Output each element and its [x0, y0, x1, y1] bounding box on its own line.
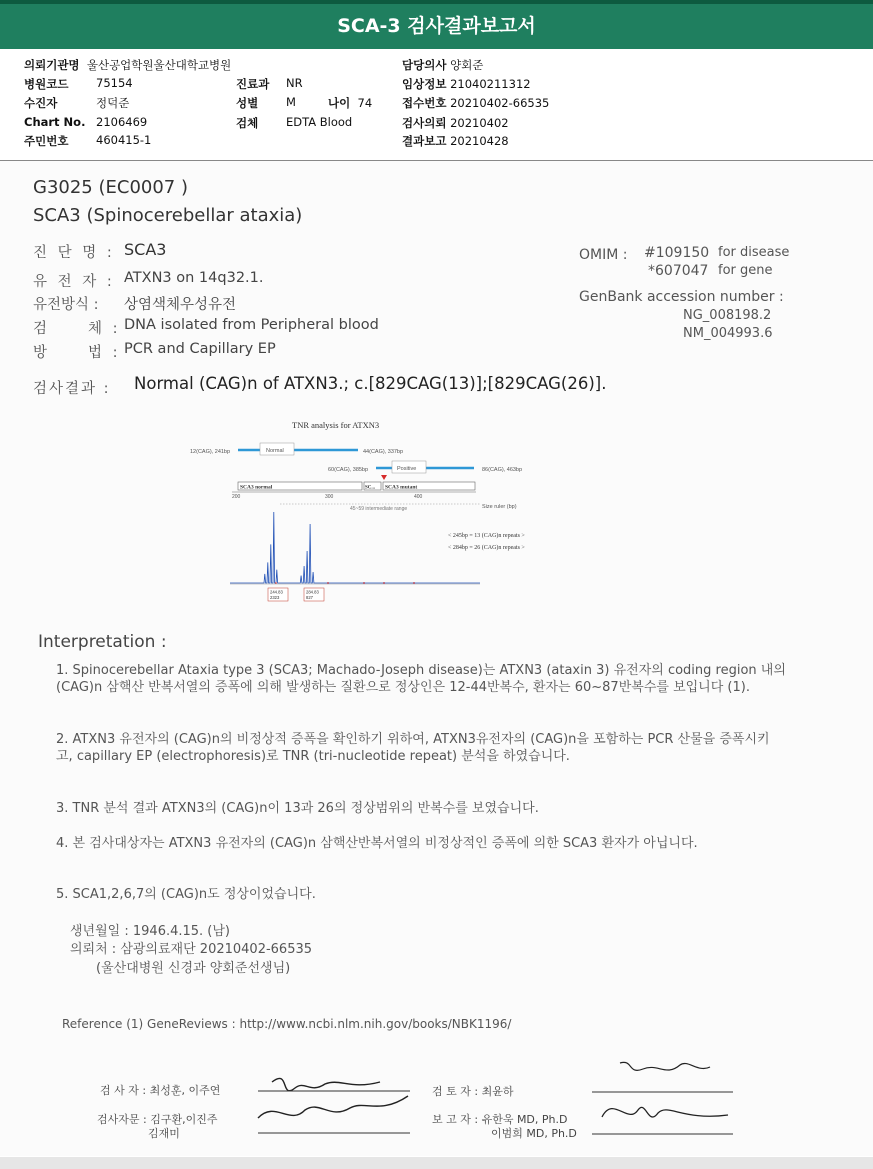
genbank-label: GenBank accession number : [579, 289, 784, 305]
reporter-signature [602, 1107, 728, 1117]
bottom-scroll-area [0, 1157, 873, 1169]
report-header [0, 0, 873, 49]
ruler-tick-300: 300 [325, 494, 334, 500]
ruler-tick-200: 200 [232, 494, 241, 500]
report-date-row: 결과보고 20210428 [402, 134, 509, 148]
chart-note-1: < 245bp = 13 (CAG)n repeats > [448, 533, 525, 539]
normal-range-right: 44(CAG), 337bp [363, 449, 404, 455]
inheritance-label: 유전방식 : [33, 297, 99, 313]
interpretation-p4: 4. 본 검사대상자는 ATXN3 유전자의 (CAG)n 삼핵산반복서열의 비정상적인 증폭에 의한 SCA3 환자가 아닙니다. [56, 836, 698, 851]
referral-sub: (울산대병원 신경과 양회준선생님) [96, 961, 291, 976]
positive-range-left: 60(CAG), 385bp [328, 467, 369, 473]
sex-row: 성별 M [236, 95, 296, 110]
reviewer: 검 토 자 : 최윤하 [432, 1085, 514, 1098]
omim-gene-note: for gene [718, 263, 773, 278]
method-value: PCR and Capillary EP [124, 341, 276, 357]
age-row: 나이 74 [328, 96, 373, 110]
genbank-2: NM_004993.6 [683, 326, 773, 341]
result-label: 검사결과 : [33, 381, 111, 397]
peak-1-sub: 2323 [270, 595, 280, 600]
bar-normal-label: SCA3 normal [240, 484, 273, 491]
peak-1-label: 244.83 [270, 589, 283, 595]
normal-range-left: 12(CAG), 241bp [190, 449, 231, 455]
electropherogram-trace [230, 512, 480, 583]
advisor-signature [258, 1096, 408, 1118]
ruler-tick-400: 400 [414, 494, 423, 500]
result-value: Normal (CAG)n of ATXN3.; c.[829CAG(13)];[829CAG(26)]. [134, 374, 607, 393]
tnr-chart [180, 416, 580, 604]
tester: 검 사 자 : 최성훈, 이주연 [100, 1084, 221, 1097]
gene-value: ATXN3 on 14q32.1. [124, 270, 264, 286]
interpretation-title: Interpretation : [38, 632, 167, 652]
signature-lines-right [588, 1055, 738, 1141]
advisor: 검사자문 : 김구환,이진주 [97, 1113, 218, 1126]
chart-row: Chart No. 2106469 [24, 115, 148, 129]
diagnosis-value: SCA3 [124, 240, 167, 259]
specimen-label: 검 체 : [33, 321, 121, 337]
bar-intermediate-label: SC... [365, 485, 376, 491]
diagnosis-label: 진 단 명 : [33, 245, 115, 261]
gene-label: 유 전 자 : [33, 274, 115, 290]
report-title: SCA-3 검사결과보고서 [337, 15, 536, 37]
hospital-code-row: 병원코드 75154 [24, 76, 133, 91]
signature-lines-left [250, 1060, 420, 1140]
peak-2-sub: 827 [306, 595, 313, 600]
tester-signature [272, 1078, 380, 1090]
ruler-label: Size ruler (bp) [482, 504, 517, 510]
chart-note-2: < 284bp = 26 (CAG)n repeats > [448, 545, 525, 551]
patient-row: 수진자 정덕준 [24, 96, 130, 110]
advisor-2: 김재미 [148, 1127, 180, 1140]
interpretation-p5: 5. SCA1,2,6,7의 (CAG)n도 정상이었습니다. [56, 887, 316, 902]
inheritance-value: 상염색체우성유전 [124, 297, 237, 313]
specimen-row: 검체 EDTA Blood [236, 115, 353, 130]
omim-disease: #109150 [644, 245, 710, 261]
intermediate-label: 45~59 intermediate range [350, 506, 408, 512]
interpretation-p2: 2. ATXN3 유전자의 (CAG)n의 비정상적 증폭을 확인하기 위하여, ATXN3유전자의 (CAG)n을 포함하는 PCR 산물을 증폭시키고, capillary EP (electrophoresis)로 TNR (tri-nucleotide repeat) 분석을 하였습니다. [56, 732, 770, 764]
normal-label: Normal [266, 448, 284, 454]
doctor-row: 담당의사 양회준 [402, 58, 484, 72]
chart-title: TNR analysis for ATXN3 [292, 420, 380, 430]
interpretation-p1: 1. Spinocerebellar Ataxia type 3 (SCA3; Machado-Joseph disease)는 ATXN3 (ataxin 3) 유전자의 coding region 내의 (CAG)n 삼핵산 반복서열의 증폭에 의해 발생하는 질환으로 정상인은 12-44반복수, 환자는 60~87반복수를 보입니다 (1). [56, 663, 786, 695]
receipt-row: 접수번호 20210402-66535 [402, 96, 550, 110]
reviewer-signature [620, 1062, 710, 1070]
positive-label: Positive [397, 466, 417, 472]
omim-label: OMIM : [579, 247, 628, 263]
peak-2-label: 284.83 [306, 589, 319, 595]
method-label: 방 법 : [33, 345, 121, 361]
mutation-marker [381, 475, 387, 480]
referral: 의뢰처 : 삼광의료재단 20210402-66535 [70, 942, 313, 957]
reporter: 보 고 자 : 유한욱 MD, Ph.D [432, 1113, 568, 1126]
test-name: SCA3 (Spinocerebellar ataxia) [33, 205, 303, 226]
omim-gene: *607047 [648, 263, 709, 279]
id-row: 주민번호 460415-1 [24, 133, 152, 148]
reference: Reference (1) GeneReviews : http://www.ncbi.nlm.nih.gov/books/NBK1196/ [62, 1017, 512, 1031]
specimen-value: DNA isolated from Peripheral blood [124, 317, 379, 333]
genbank-1: NG_008198.2 [683, 308, 772, 323]
positive-range-right: 86(CAG), 463bp [482, 467, 523, 473]
institution-row: 의뢰기관명 울산공업학원울산대학교병원 [24, 58, 232, 72]
clinical-row: 임상정보 21040211312 [402, 77, 531, 91]
birth-date: 생년월일 : 1946.4.15. (남) [70, 924, 231, 939]
dept-row: 진료과 NR [236, 76, 303, 91]
reporter-2: 이범희 MD, Ph.D [491, 1127, 577, 1140]
request-row: 검사의뢰 20210402 [402, 116, 509, 130]
interpretation-p3: 3. TNR 분석 결과 ATXN3의 (CAG)n이 13과 26의 정상범위의 반복수를 보였습니다. [56, 801, 539, 816]
test-code: G3025 (EC0007 ) [33, 177, 188, 198]
omim-disease-note: for disease [718, 245, 790, 260]
bar-mutant-label: SCA3 mutant [385, 484, 418, 491]
